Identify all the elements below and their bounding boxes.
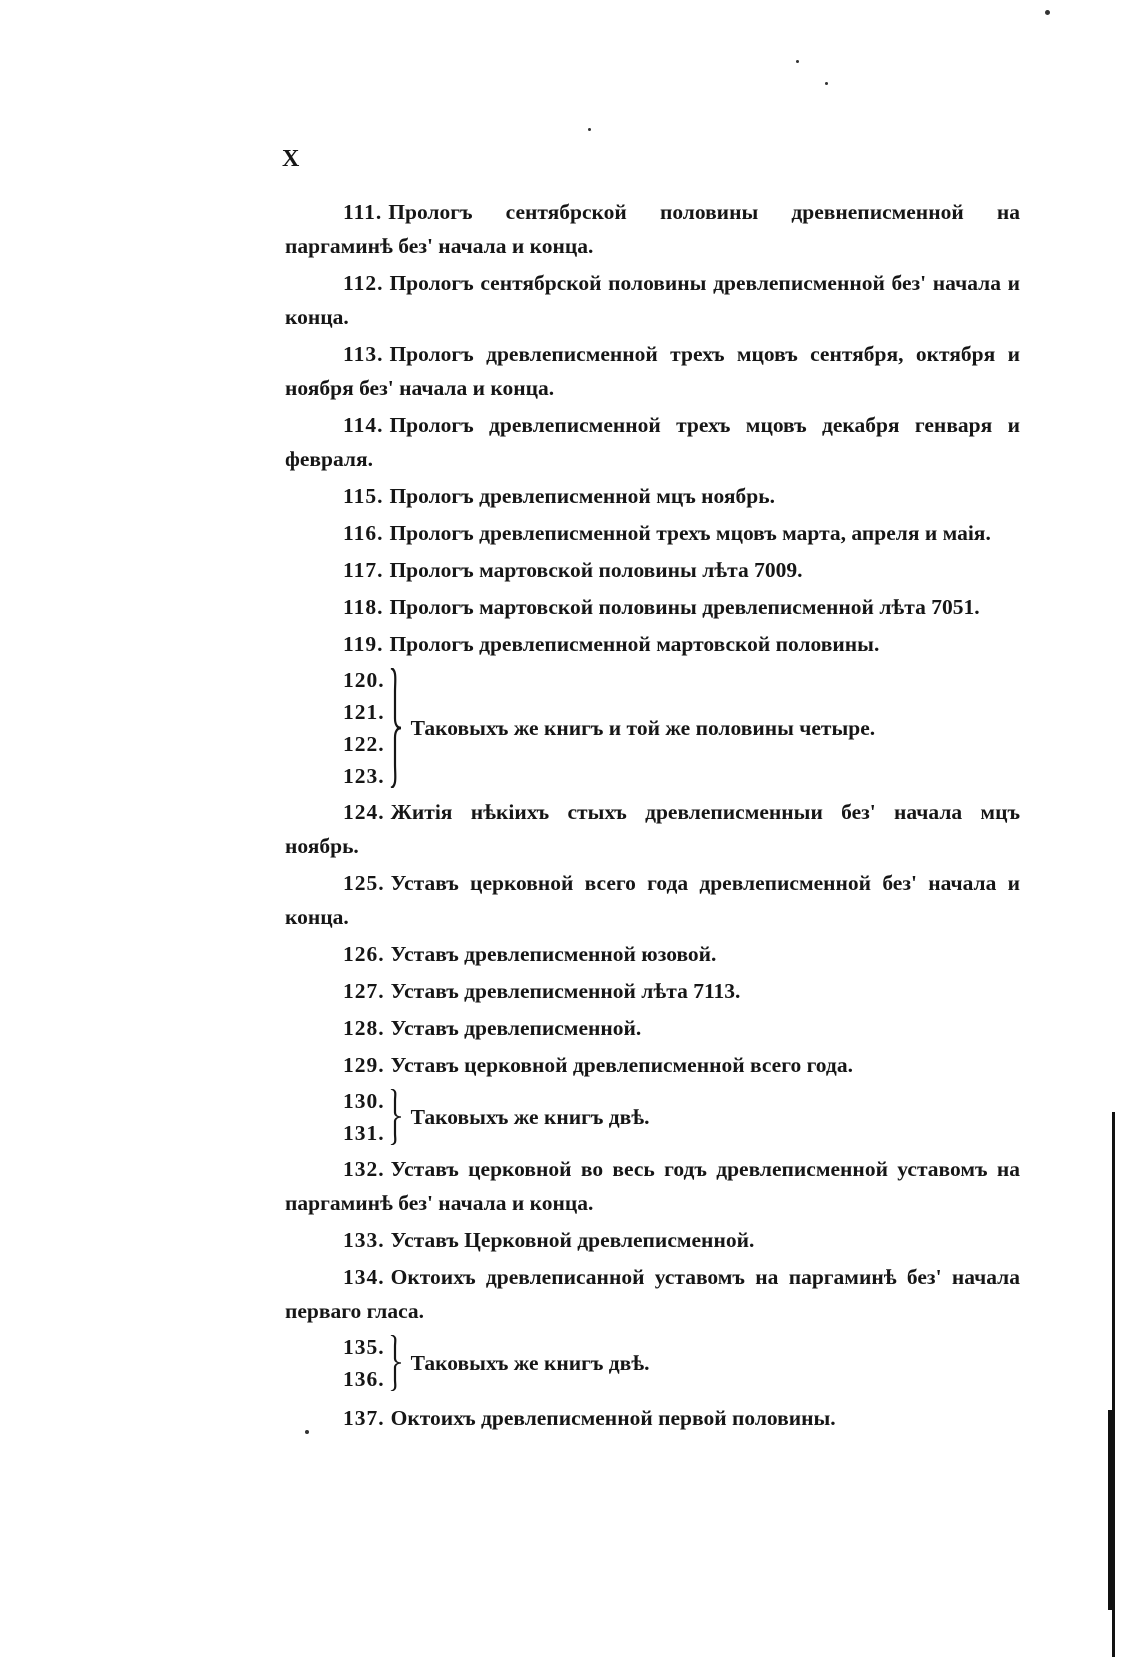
entry-text: Житія нѣкіихъ стыхъ древлеписменныи без' начала мцъ ноябрь. xyxy=(285,800,1020,858)
catalog-entry xyxy=(343,479,1020,513)
scan-speck xyxy=(1045,10,1050,15)
entry-text: Прологъ древлеписменной трехъ мцовъ марта, апрeля и маія. xyxy=(389,521,991,545)
entry-number: 136. xyxy=(343,1367,385,1391)
catalog-entry xyxy=(343,1401,1020,1435)
entry-number: 124. xyxy=(343,800,385,824)
group-numbers xyxy=(343,1085,385,1149)
entry-number: 120. xyxy=(343,668,385,692)
entry-text: Прологъ сентябрской половины древнеписменной на паргаминѣ без' начала и конца. xyxy=(285,200,1020,258)
scan-speck xyxy=(305,1430,309,1434)
entry-text: Прологъ древлеписменной мцъ ноябрь. xyxy=(389,484,775,508)
group-description: Таковыхъ же книгъ двѣ. xyxy=(410,1351,650,1375)
catalog-entry xyxy=(285,1260,1020,1328)
entry-number: 132. xyxy=(343,1157,385,1181)
group-description: Таковыхъ же книгъ и той же половины четыре. xyxy=(410,716,876,740)
group-numbers xyxy=(343,1331,385,1395)
entry-number: 114. xyxy=(343,413,384,437)
entry-number: 116. xyxy=(343,521,384,545)
entry-number: 123. xyxy=(343,764,385,788)
entry-text: Прологъ древлеписменной трехъ мцовъ сентября, октября и ноября без' начала и конца. xyxy=(285,342,1020,400)
entry-number: 115. xyxy=(343,484,384,508)
entry-number: 111. xyxy=(343,200,383,224)
entry-text: Прологъ мартовской половины древлеписменной лѣта 7051. xyxy=(389,595,980,619)
scan-speck xyxy=(588,128,591,131)
entry-number: 129. xyxy=(343,1053,385,1077)
entry-number: 121. xyxy=(343,700,385,724)
entry-number: 112. xyxy=(343,271,384,295)
entry-number: 117. xyxy=(343,558,384,582)
curly-brace-icon xyxy=(389,664,403,792)
catalog-entry xyxy=(343,590,1020,624)
entry-number: 119. xyxy=(343,632,384,656)
scan-speck xyxy=(825,82,828,85)
catalog-entry xyxy=(285,337,1020,405)
catalog-entry xyxy=(343,516,1020,550)
entry-number: 135. xyxy=(343,1335,385,1359)
entry-text: Уставъ церковной во весь годъ древлеписменной уставомъ на паргаминѣ без' начала и конца. xyxy=(285,1157,1020,1215)
group-numbers xyxy=(343,664,385,792)
entry-number: 134. xyxy=(343,1265,385,1289)
entry-text: Уставъ церковной древлеписменной всего года. xyxy=(390,1053,853,1077)
catalog-list xyxy=(285,195,1020,1438)
entry-number: 127. xyxy=(343,979,385,1003)
entry-text: Прологъ древлеписменной трехъ мцовъ декабря генваря и февраля. xyxy=(285,413,1020,471)
catalog-entry xyxy=(285,408,1020,476)
entry-number: 137. xyxy=(343,1406,385,1430)
grouped-entries-130-131 xyxy=(343,1085,1020,1149)
scan-edge-shadow xyxy=(1108,1410,1115,1610)
catalog-entry xyxy=(285,266,1020,334)
curly-brace-icon xyxy=(389,1331,403,1395)
grouped-entries-120-123 xyxy=(343,664,1020,792)
entry-number: 118. xyxy=(343,595,384,619)
scan-speck xyxy=(796,60,799,63)
catalog-entry xyxy=(285,866,1020,934)
grouped-entries-135-136 xyxy=(343,1331,1020,1395)
entry-number: 128. xyxy=(343,1016,385,1040)
entry-text: Прологъ мартовской половины лѣта 7009. xyxy=(389,558,803,582)
catalog-entry xyxy=(285,195,1020,263)
entry-text: Прологъ сентябрской половины древлеписменной без' начала и конца. xyxy=(285,271,1020,329)
entry-number: 125. xyxy=(343,871,385,895)
catalog-entry xyxy=(343,1048,1020,1082)
entry-number: 113. xyxy=(343,342,384,366)
group-description: Таковыхъ же книгъ двѣ. xyxy=(410,1105,650,1129)
entry-text: Уставъ древлеписменной юзовой. xyxy=(390,942,717,966)
page-number: X xyxy=(282,146,300,172)
catalog-entry xyxy=(343,627,1020,661)
entry-number: 130. xyxy=(343,1089,385,1113)
entry-text: Октоихъ древлеписанной уставомъ на паргаминѣ без' начала перваго гласа. xyxy=(285,1265,1020,1323)
catalog-entry xyxy=(343,937,1020,971)
curly-brace-icon xyxy=(389,1085,403,1149)
entry-text: Уставъ древлеписменной. xyxy=(390,1016,642,1040)
entry-text: Октоихъ древлеписменной первой половины. xyxy=(390,1406,836,1430)
catalog-entry xyxy=(343,553,1020,587)
catalog-entry xyxy=(343,1011,1020,1045)
catalog-entry xyxy=(343,1223,1020,1257)
entry-number: 131. xyxy=(343,1121,385,1145)
catalog-entry xyxy=(285,1152,1020,1220)
entry-text: Уставъ древлеписменной лѣта 7113. xyxy=(390,979,741,1003)
catalog-entry xyxy=(285,795,1020,863)
entry-text: Уставъ Церковной древлеписменной. xyxy=(390,1228,755,1252)
entry-text: Уставъ церковной всего года древлеписменной без' начала и конца. xyxy=(285,871,1020,929)
catalog-entry xyxy=(343,974,1020,1008)
entry-number: 133. xyxy=(343,1228,385,1252)
entry-number: 126. xyxy=(343,942,385,966)
entry-number: 122. xyxy=(343,732,385,756)
entry-text: Прологъ древлеписменной мартовской половины. xyxy=(389,632,880,656)
